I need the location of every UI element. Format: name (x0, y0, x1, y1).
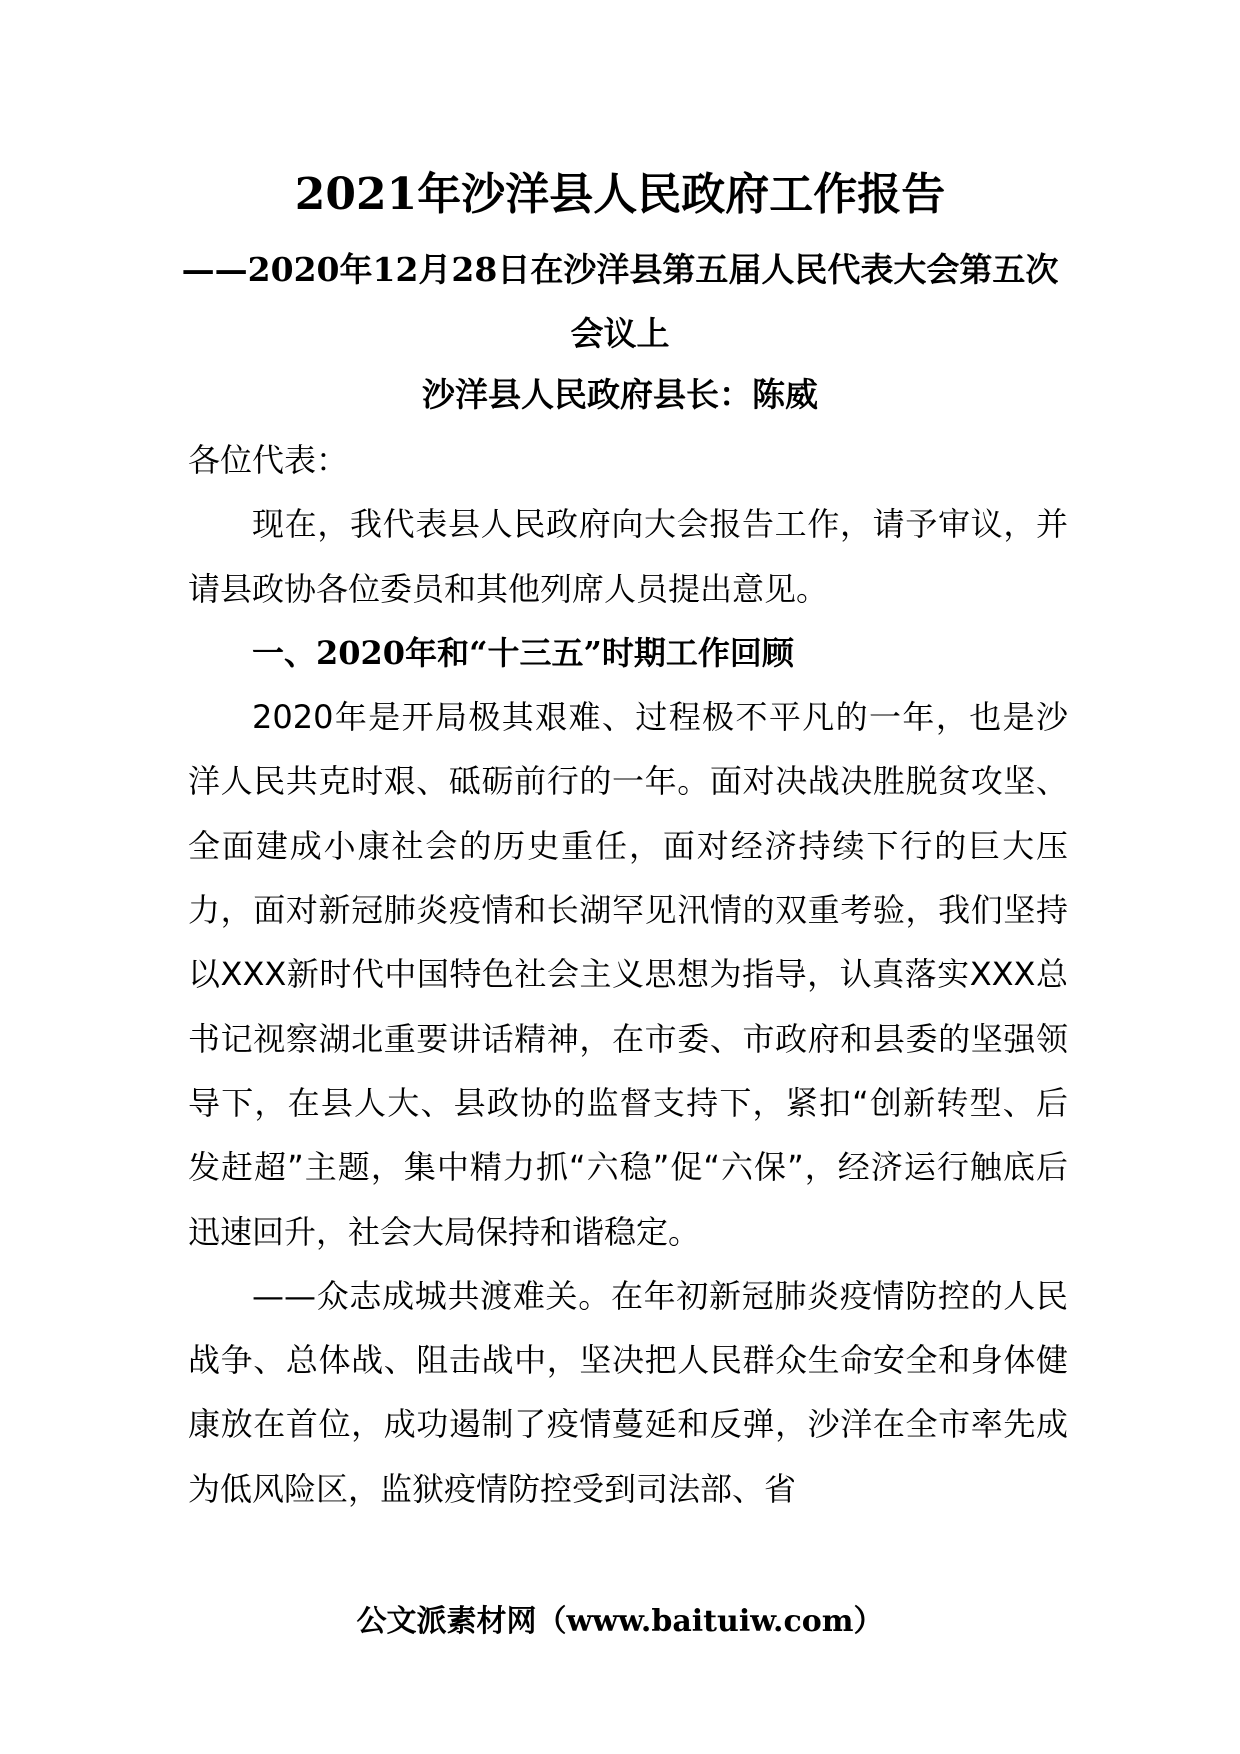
report-subtitle: ——2020年12月28日在沙洋县第五届人民代表大会第五次会议上 (181, 250, 1059, 353)
paragraph-epidemic: ——众志成城共渡难关。在年初新冠肺炎疫情防控的人民战争、总体战、阻击战中，坚决把人民群众生命安全和身体健康放在首位，成功遏制了疫情蔓延和反弹，沙洋在全市率先成为低风险区，监狱疫情防控受到司法部、省 (188, 1276, 1068, 1508)
report-body (188, 428, 1068, 1521)
report-title: 2021年沙洋县人民政府工作报告 (294, 169, 946, 220)
salutation: 各位代表： (188, 441, 349, 479)
footer-watermark: 公文派素材网（www.baituiw.com） (356, 1604, 884, 1639)
paragraph-intro: 现在，我代表县人民政府向大会报告工作，请予审议，并请县政协各位委员和其他列席人员提出意见。 (188, 505, 1068, 608)
paragraph-review: 2020年是开局极其艰难、过程极不平凡的一年，也是沙洋人民共克时艰、砥砺前行的一年。面对决战决胜脱贫攻坚、全面建成小康社会的历史重任，面对经济持续下行的巨大压力，面对新冠肺炎疫情和长湖罕见汛情的双重考验，我们坚持以XXX新时代中国特色社会主义思想为指导，认真落实XXX总书记视察湖北重要讲话精神，在市委、市政府和县委的坚强领导下，在县人大、县政协的监督支持下，紧扣“创新转型、后发赶超”主题，集中精力抓“六稳”促“六保”，经济运行触底后迅速回升，社会大局保持和谐稳定。 (188, 698, 1068, 1251)
report-author: 沙洋县人民政府县长：陈威 (422, 375, 818, 414)
section-heading: 一、2020年和“十三五”时期工作回顾 (252, 633, 794, 672)
